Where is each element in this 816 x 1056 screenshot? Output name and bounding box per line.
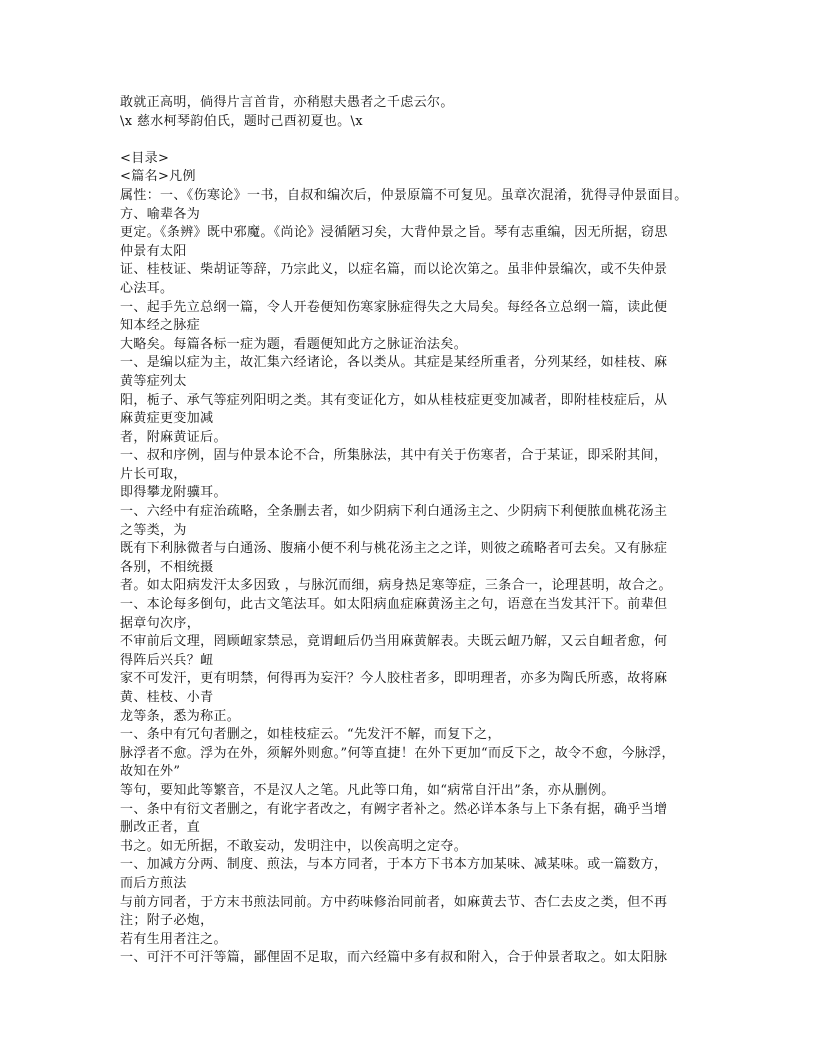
text-line: 一、六经中有症治疏略，全条删去者，如少阴病下利白通汤主之、少阴病下利便脓血桃花汤主 <box>120 504 668 520</box>
text-line: 阳，栀子、承气等症列阳明之类。其有变证化方，如从桂枝症更变加减者，即附桂枝症后，从 <box>120 392 668 408</box>
text-line: 书之。如无所据，不敢妄动，发明注中，以俟高明之定夺。 <box>120 838 468 854</box>
text-line: 据章句次序， <box>120 615 201 631</box>
text-line: 一、加减方分两、制度、煎法，与本方同者，于本方下书本方加某味、减某味。或一篇数方， <box>120 857 668 873</box>
text-line <box>120 131 700 150</box>
text-line: 更定。《条辨》既中邪魔。《尚论》浸循陋习矣，大背仲景之旨。琴有志重编，因无所据，窃思 <box>120 225 668 241</box>
document-page <box>120 94 700 968</box>
text-line: 证、桂枝证、柴胡证等辞，乃宗此义，以症名篇，而以论次第之。虽非仲景编次，或不失仲景 <box>120 262 668 278</box>
text-line: 仲景有太阳 <box>120 243 187 259</box>
text-line: 一、是编以症为主，故汇集六经诸论，各以类从。其症是某经所重者，分列某经，如桂枝、麻 <box>120 355 668 371</box>
text-line: <目录> <box>120 150 170 166</box>
text-line: 知本经之脉症 <box>120 318 201 334</box>
text-line: 一、本论每多倒句，此古文笔法耳。如太阳病血症麻黄汤主之句，语意在当发其汗下。前辈但 <box>120 597 668 613</box>
text-line: 脉浮者不愈。浮为在外，须解外则愈。”何等直捷！在外下更加“而反下之，故令不愈，今脉浮， <box>120 745 675 761</box>
text-line: 一、可汗不可汗等篇，鄙俚固不足取，而六经篇中多有叔和附入，合于仲景者取之。如太阳脉 <box>120 950 668 966</box>
text-line: 与前方同者，于方末书煎法同前。方中药味修治同前者，如麻黄去节、杏仁去皮之类，但不再 <box>120 894 668 910</box>
text-line: 得阵后兴兵？衄 <box>120 652 214 668</box>
text-line: 之等类，为 <box>120 522 187 538</box>
text-line: 麻黄症更变加减 <box>120 411 214 427</box>
text-line: 家不可发汗，更有明禁，何得再为妄汗？今人胶柱者多，即明理者，亦多为陶氏所惑，故将麻 <box>120 671 668 687</box>
text-line: 者。如太阳病发汗太多因致 ，与脉沉而细，病身热足寒等症，三条合一，论理甚明，故合之。 <box>120 578 672 594</box>
text-line: 一、条中有冗句者删之，如桂枝症云。“先发汗不解，而复下之， <box>120 727 501 743</box>
text-line: 者，附麻黄证后。 <box>120 429 227 445</box>
text-line: 各别，不相统摄 <box>120 559 214 575</box>
text-line: 一、条中有衍文者删之，有讹字者改之，有阙字者补之。然必详本条与上下条有据，确乎当增 <box>120 801 668 817</box>
text-line: 注；附子必炮， <box>120 913 214 929</box>
text-line: 故知在外” <box>120 764 181 780</box>
text-line: 若有生用者注之。 <box>120 931 227 947</box>
text-line: 等句，要知此等繁音，不是汉人之笔。凡此等口角，如“病常自汗出”条，亦从删例。 <box>120 782 615 798</box>
text-line: 一、起手先立总纲一篇，令人开卷便知伤寒家脉症得失之大局矣。每经各立总纲一篇，读此便 <box>120 299 668 315</box>
text-line: <篇名>凡例 <box>120 169 196 185</box>
text-line: 黄、桂枝、小青 <box>120 690 214 705</box>
text-line: 属性：一、《伤寒论》一书，自叔和编次后，仲景原篇不可复见。虽章次混淆，犹得寻仲景面目。 <box>120 187 688 203</box>
text-line: 大略矣。每篇各标一症为题，看题便知此方之脉证治法矣。 <box>120 336 468 352</box>
text-line: 既有下利脉微者与白通汤、腹痛小便不利与桃花汤主之之详，则彼之疏略者可去矣。又有脉症 <box>120 541 668 557</box>
text-line: \x 慈水柯琴韵伯氏，题时己酉初夏也。\x <box>120 113 363 129</box>
text-line: 删改正者，直 <box>120 820 201 836</box>
text-line: 心法耳。 <box>120 280 174 296</box>
text-line: 片长可取， <box>120 466 187 482</box>
text-line: 一、叔和序例，固与仲景本论不合，所集脉法，其中有关于伤寒者，合于某证，即采附其间， <box>120 448 668 464</box>
text-line: 敢就正高明，倘得片言首肯，亦稍慰夫愚者之千虑云尔。 <box>120 95 454 110</box>
text-line: 龙等条，悉为称正。 <box>120 708 241 724</box>
text-line: 方、喻辈各为 <box>120 206 201 222</box>
text-line: 黄等症列太 <box>120 373 187 389</box>
text-line: 而后方煎法 <box>120 875 187 891</box>
text-line: 即得攀龙附骥耳。 <box>120 485 227 501</box>
text-line: 不审前后文理，罔顾衄家禁忌，竟谓衄后仍当用麻黄解表。夫既云衄乃解，又云自衄者愈，何 <box>120 634 668 650</box>
